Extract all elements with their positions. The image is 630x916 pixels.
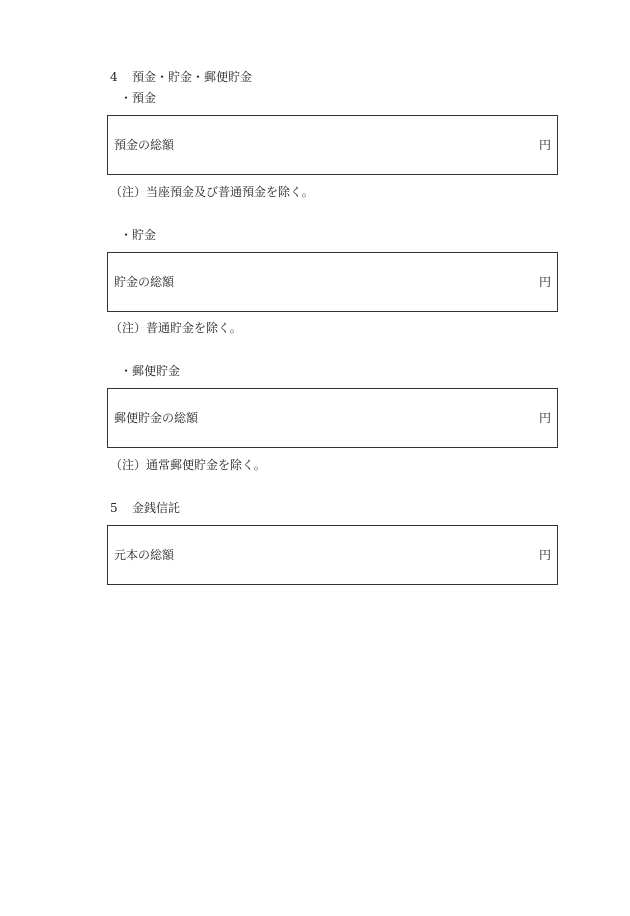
unit-label: 円: [538, 548, 551, 562]
unit-label: 円: [538, 138, 551, 152]
savings-note: （注）普通貯金を除く。: [110, 321, 242, 335]
unit-label: 円: [538, 411, 551, 425]
section-number: 4: [110, 70, 118, 84]
trust-principal-total-field[interactable]: [107, 525, 558, 585]
savings-total-field[interactable]: [107, 252, 558, 312]
postal-savings-total-field[interactable]: [107, 388, 558, 448]
unit-label: 円: [538, 275, 551, 289]
postal-savings-note: （注）通常郵便貯金を除く。: [110, 458, 266, 472]
section-5-heading: [110, 501, 180, 515]
section-title: 預金・貯金・郵便貯金: [132, 70, 253, 84]
section-title: 金銭信託: [132, 501, 181, 515]
section-4-heading: [110, 70, 252, 84]
field-label: 元本の総額: [114, 548, 175, 562]
field-label: 郵便貯金の総額: [114, 411, 199, 425]
field-label: 貯金の総額: [114, 275, 175, 289]
subsection-title-postal-savings: ・郵便貯金: [120, 364, 181, 378]
section-number: 5: [110, 501, 118, 515]
deposit-total-field[interactable]: [107, 115, 558, 175]
field-label: 預金の総額: [114, 138, 175, 152]
subsection-title-deposit: ・預金: [120, 91, 157, 105]
deposit-note: （注）当座預金及び普通預金を除く。: [110, 185, 314, 199]
subsection-title-savings: ・貯金: [120, 228, 157, 242]
